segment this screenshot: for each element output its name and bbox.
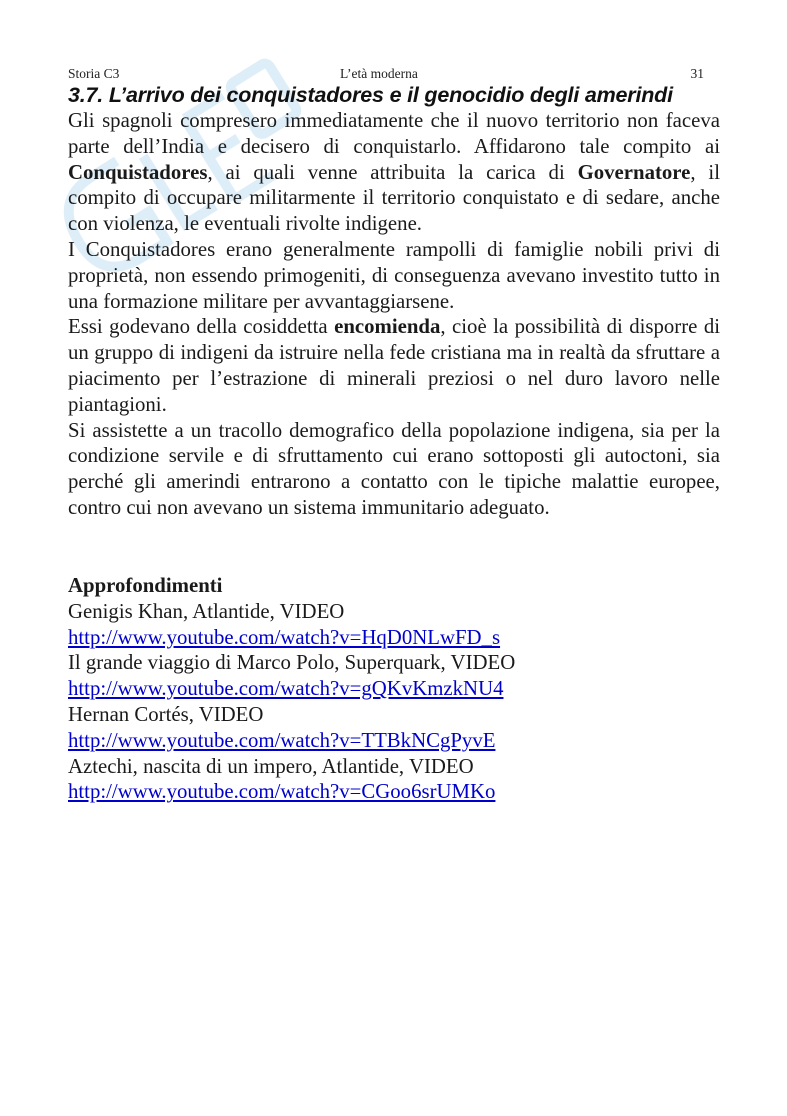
spacer: [68, 521, 720, 573]
reference-link[interactable]: http://www.youtube.com/watch?v=CGoo6srUMKo: [68, 780, 496, 804]
text-segment: , cioè la possibilità di disporre di un gruppo di indigeni da istruire nella fede cristiana ma in realtà da sfruttare a piacimento per l’estrazione di minerali preziosi o nel duro lavoro nelle piantagioni.: [68, 315, 720, 416]
reference-link[interactable]: http://www.youtube.com/watch?v=TTBkNCgPyvE: [68, 728, 496, 752]
reference-title: Hernan Cortés, VIDEO: [68, 702, 264, 726]
bold-term: Conquistadores: [68, 160, 208, 184]
text-segment: I Conquistadores erano generalmente rampolli di famiglie nobili privi di proprietà, non essendo primogeniti, di conseguenza avevano investito tutto in una formazione militare per avvantaggiarsene.: [68, 237, 720, 313]
approfondimenti-title: Approfondimenti: [68, 573, 223, 597]
reference-link[interactable]: http://www.youtube.com/watch?v=HqD0NLwFD_s: [68, 625, 501, 649]
reference-title: Il grande viaggio di Marco Polo, Superquark, VIDEO: [68, 651, 516, 675]
bold-term: encomienda: [334, 315, 441, 339]
page-number: 31: [690, 66, 704, 81]
text-segment: , ai quali venne attribuita la carica di: [207, 160, 578, 184]
document-page: [68, 64, 720, 805]
bold-term: Governatore: [577, 160, 691, 184]
reference-title: Genigis Khan, Atlantide, VIDEO: [68, 599, 345, 623]
reference-title: Aztechi, nascita di un impero, Atlantide, VIDEO: [68, 754, 474, 778]
text-segment: , il compito di occupare militarmente il territorio conquistato e di sedare, anche con violenza, le eventuali rivolte indigene.: [68, 160, 720, 236]
header-course: Storia C3: [68, 66, 120, 81]
reference-link[interactable]: http://www.youtube.com/watch?v=gQKvKmzkNU4: [68, 677, 504, 701]
header-chapter: L’età moderna: [340, 66, 418, 81]
body-text: [68, 108, 720, 521]
paragraph: [68, 108, 720, 237]
paragraph: [68, 314, 720, 417]
paragraph: [68, 237, 720, 314]
text-segment: Essi godevano della cosiddetta: [68, 315, 335, 339]
paragraph: [68, 418, 720, 521]
reference-list: [68, 599, 720, 805]
text-segment: Gli spagnoli compresero immediatamente che il nuovo territorio non faceva parte dell’India e decisero di conquistarlo. Affidarono tale compito ai: [68, 109, 720, 158]
text-segment: Si assistette a un tracollo demografico della popolazione indigena, sia per la condizione servile e di sfruttamento cui erano sottoposti gli autoctoni, sia perché gli amerindi entrarono a contatto con le tipiche malattie europee, contro cui non avevano un sistema immunitario adeguato.: [68, 418, 720, 519]
section-heading: 3.7. L’arrivo dei conquistadores e il genocidio degli amerindi: [68, 83, 673, 107]
running-header: [68, 64, 720, 82]
